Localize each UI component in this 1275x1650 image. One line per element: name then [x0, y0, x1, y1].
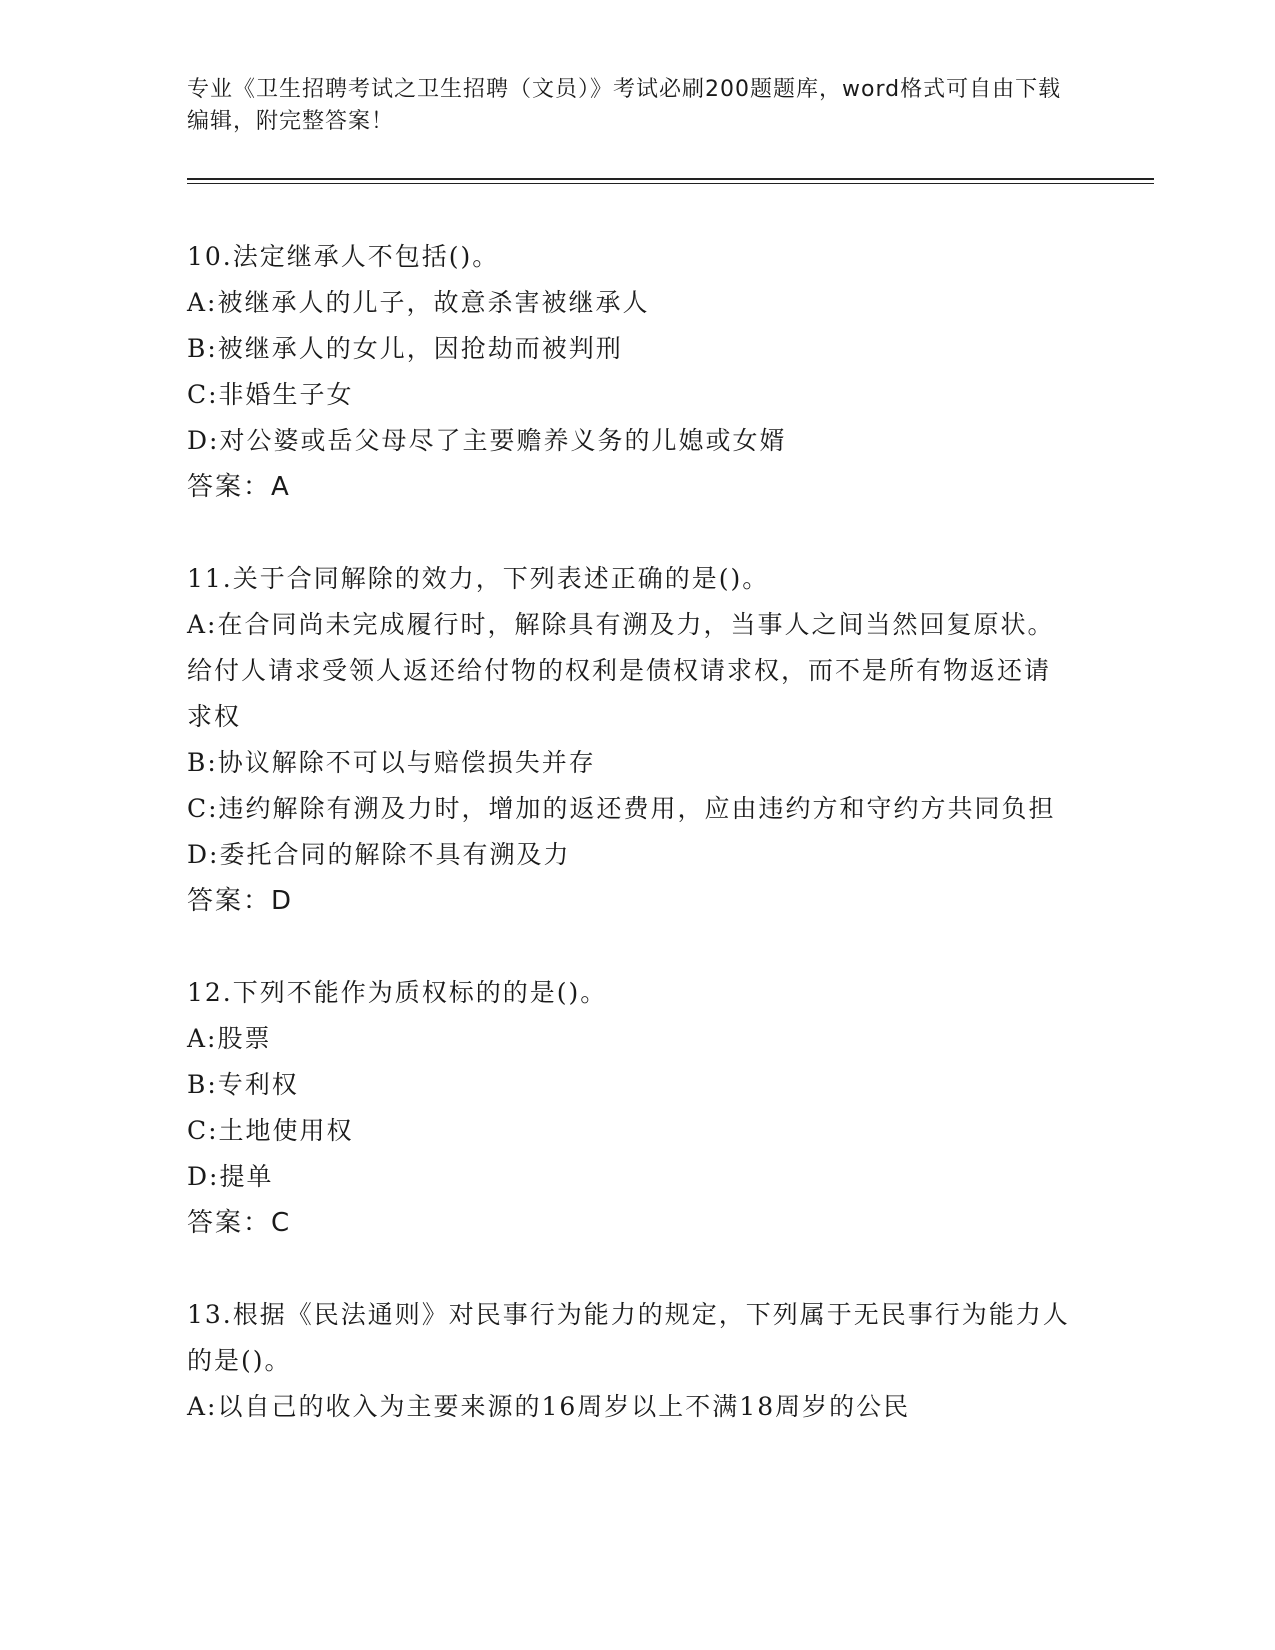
header-divider-thick: [187, 178, 1154, 180]
option-b: B:被继承人的女儿，因抢劫而被判刑: [187, 334, 623, 363]
option-b: B:协议解除不可以与赔偿损失并存: [187, 748, 596, 777]
question-list: [187, 234, 1072, 1430]
answer-line: 答案：A: [187, 472, 291, 502]
option-c: C:非婚生子女: [187, 380, 354, 409]
option-d: D:对公婆或岳父母尽了主要赡养义务的儿媳或女婿: [187, 426, 787, 455]
question-13: [187, 1292, 1072, 1430]
document-header: 专业《卫生招聘考试之卫生招聘（文员）》考试必刷200题题库，word格式可自由下载编辑，附完整答案！: [187, 77, 1062, 134]
question-11: [187, 556, 1072, 924]
option-a: A:以自己的收入为主要来源的16周岁以上不满18周岁的公民: [187, 1392, 911, 1421]
question-12: [187, 970, 1072, 1246]
option-d: D:委托合同的解除不具有溯及力: [187, 840, 571, 869]
option-a: A:在合同尚未完成履行时，解除具有溯及力，当事人之间当然回复原状。给付人请求受领人返还给付物的权利是债权请求权，而不是所有物返还请求权: [187, 610, 1055, 731]
header-divider-thin: [187, 183, 1154, 184]
option-c: C:土地使用权: [187, 1116, 354, 1145]
question-stem: 12.下列不能作为质权标的的是()。: [187, 978, 608, 1007]
option-a: A:被继承人的儿子，故意杀害被继承人: [187, 288, 650, 317]
option-d: D:提单: [187, 1162, 274, 1191]
question-stem: 11.关于合同解除的效力，下列表述正确的是()。: [187, 564, 770, 593]
question-stem: 13.根据《民法通则》对民事行为能力的规定，下列属于无民事行为能力人的是()。: [187, 1300, 1070, 1375]
answer-line: 答案：C: [187, 1208, 292, 1238]
question-spacer: [187, 1246, 1072, 1292]
option-b: B:专利权: [187, 1070, 299, 1099]
question-spacer: [187, 510, 1072, 556]
answer-line: 答案：D: [187, 886, 294, 916]
option-c: C:违约解除有溯及力时，增加的返还费用，应由违约方和守约方共同负担: [187, 794, 1056, 823]
question-10: [187, 234, 1072, 510]
question-spacer: [187, 924, 1072, 970]
question-stem: 10.法定继承人不包括()。: [187, 242, 500, 271]
option-a: A:股票: [187, 1024, 272, 1053]
